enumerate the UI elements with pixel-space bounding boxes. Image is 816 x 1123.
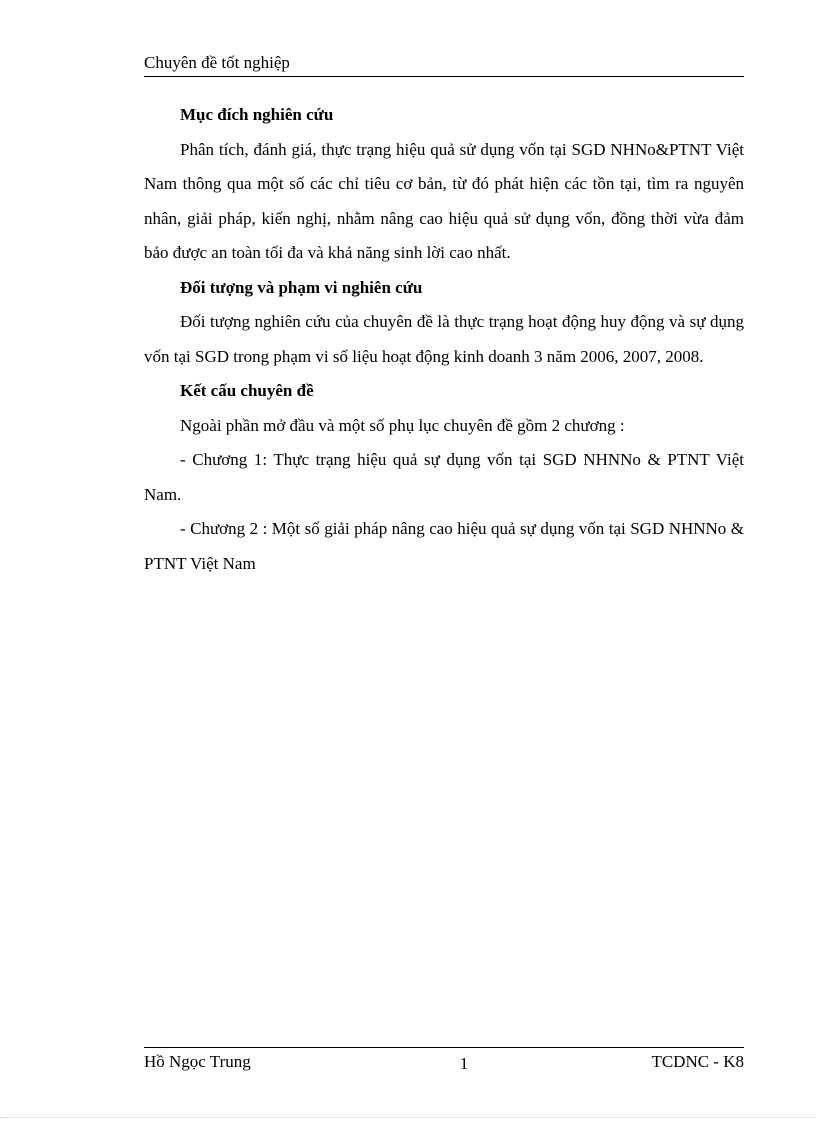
paragraph-research-purpose: Phân tích, đánh giá, thực trạng hiệu quả sử dụng vốn tại SGD NHNo&PTNT Việt Nam thông qua một số các chỉ tiêu cơ bản, từ đó phát hiện các tồn tại, tìm ra nguyên nhân, giải pháp, kiến nghị, nhằm nâng cao hiệu quả sử dụng vốn, đồng thời vừa đảm bảo được an toàn tối đa và khả năng sinh lời cao nhất. [144, 139, 744, 262]
page-header [144, 52, 744, 77]
page-number: 1 [459, 1054, 469, 1073]
page-edge-divider [0, 1117, 816, 1118]
paragraph-research-scope: Đối tượng nghiên cứu của chuyên đề là thực trạng hoạt động huy động và sự dụng vốn tại SGD trong phạm vi số liệu hoạt động kinh doanh 3 năm 2006, 2007, 2008. [144, 312, 744, 366]
footer-class-code: TCDNC - K8 [651, 1052, 744, 1071]
footer-author: Hồ Ngọc Trung [144, 1052, 251, 1071]
document-body [144, 98, 744, 581]
paragraph-structure-intro: Ngoài phần mở đầu và một số phụ lục chuyên đề gồm 2 chương : [180, 415, 625, 435]
document-title: Chuyên đề tốt nghiệp [144, 53, 290, 72]
chapter-1-item: - Chương 1: Thực trạng hiệu quả sự dụng vốn tại SGD NHNNo & PTNT Việt Nam. [144, 450, 744, 504]
heading-research-scope: Đối tượng và phạm vi nghiên cứu [180, 277, 423, 297]
heading-research-purpose: Mục đích nghiên cứu [180, 105, 334, 124]
page-footer [144, 1047, 744, 1073]
heading-structure: Kết cấu chuyên đề [180, 381, 314, 400]
chapter-2-item: - Chương 2 : Một số giải pháp nâng cao hiệu quả sự dụng vốn tại SGD NHNNo & PTNT Việt Nam [144, 519, 744, 573]
